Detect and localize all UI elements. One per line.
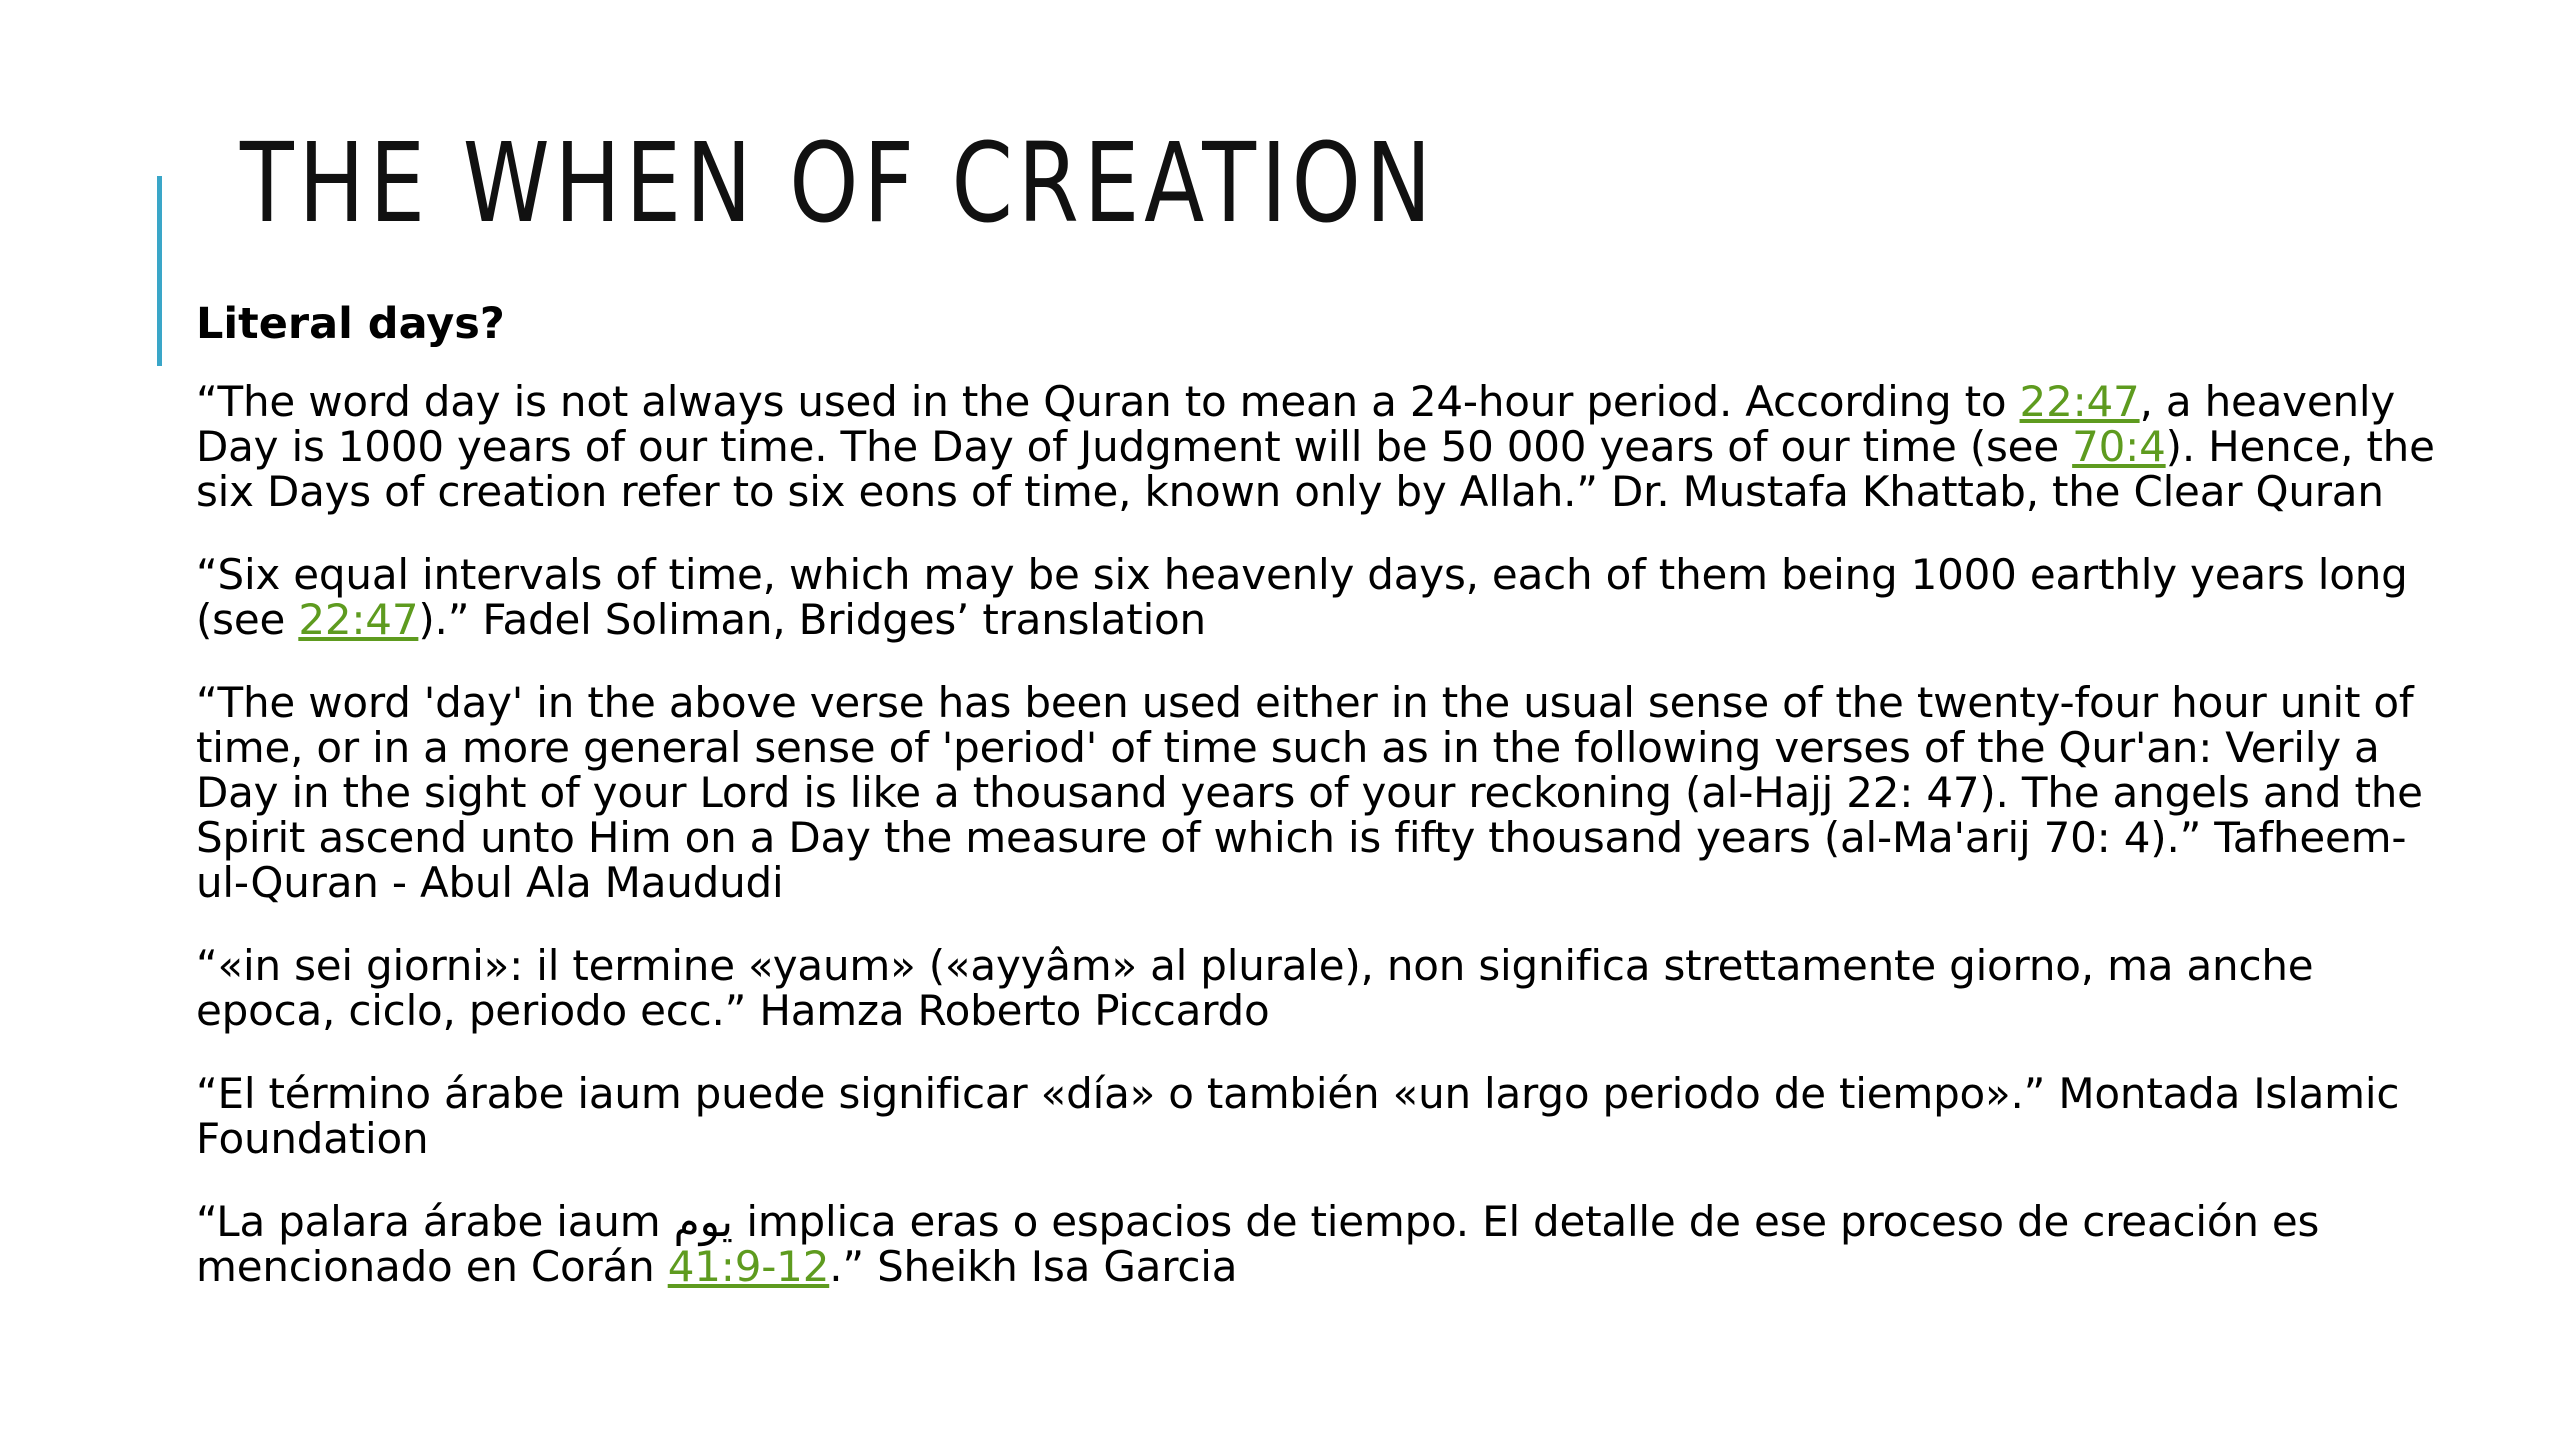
quote-text: ). Hence, the six Days of creation refer to six eons of time, known only by Allah.” Dr. Mustafa Khattab, the Clear Quran <box>196 422 2435 517</box>
verse-link-41-9-12[interactable]: 41:9-12 <box>667 1242 830 1292</box>
quote-khattab <box>196 377 2446 517</box>
verse-link-70-4[interactable]: 70:4 <box>2072 422 2166 472</box>
quote-piccardo: “«in sei giorni»: il termine «yaum» («ayyâm» al plurale), non significa strettamente giorno, ma anche epoca, ciclo, periodo ecc.” Hamza Roberto Piccardo <box>196 941 2314 1036</box>
quote-text: , a heavenly Day is 1000 years of our time. The Day of Judgment will be 50 000 years of our time (see <box>196 377 2396 472</box>
subtitle: Literal days? <box>196 299 505 349</box>
quote-text: “The word day is not always used in the Quran to mean a 24-hour period. According to <box>196 377 2020 427</box>
arabic-word: يوم <box>673 1197 733 1247</box>
slide-title: THE WHEN OF CREATION <box>240 119 1437 247</box>
quote-text: “La palara árabe iaum <box>196 1197 674 1247</box>
quote-text: implica eras o espacios de tiempo. El detalle de ese proceso de creación es mencionado en Corán <box>196 1197 2320 1292</box>
verse-link-22-47[interactable]: 22:47 <box>298 595 419 645</box>
quote-maududi: “The word 'day' in the above verse has been used either in the usual sense of the twenty-four hour unit of time, or in a more general sense of 'period' of time such as in the following verses of the Qur'an: Verily a Day in the sight of your Lord is like a thousand years of your reckoning (al-Hajj 22: 47). The angels and the Spirit ascend unto Him on a Day the measure of which is fifty thousand years (al-Ma'arij 70: 4).” Tafheem-ul-Quran - Abul Ala Maududi <box>196 678 2423 908</box>
slide-body <box>196 300 2446 1327</box>
verse-link-22-47[interactable]: 22:47 <box>2019 377 2140 427</box>
quote-text: .” Sheikh Isa Garcia <box>829 1242 1238 1292</box>
quote-soliman <box>196 550 2446 645</box>
quote-text: “Six equal intervals of time, which may be six heavenly days, each of them being 1000 earthly years long (see <box>196 550 2408 645</box>
quote-montada: “El término árabe iaum puede significar «día» o también «un largo periodo de tiempo».” Montada Islamic Foundation <box>196 1069 2400 1164</box>
quote-text: ).” Fadel Soliman, Bridges’ translation <box>418 595 1206 645</box>
title-accent-bar <box>157 176 162 366</box>
quote-garcia <box>196 1197 2446 1292</box>
